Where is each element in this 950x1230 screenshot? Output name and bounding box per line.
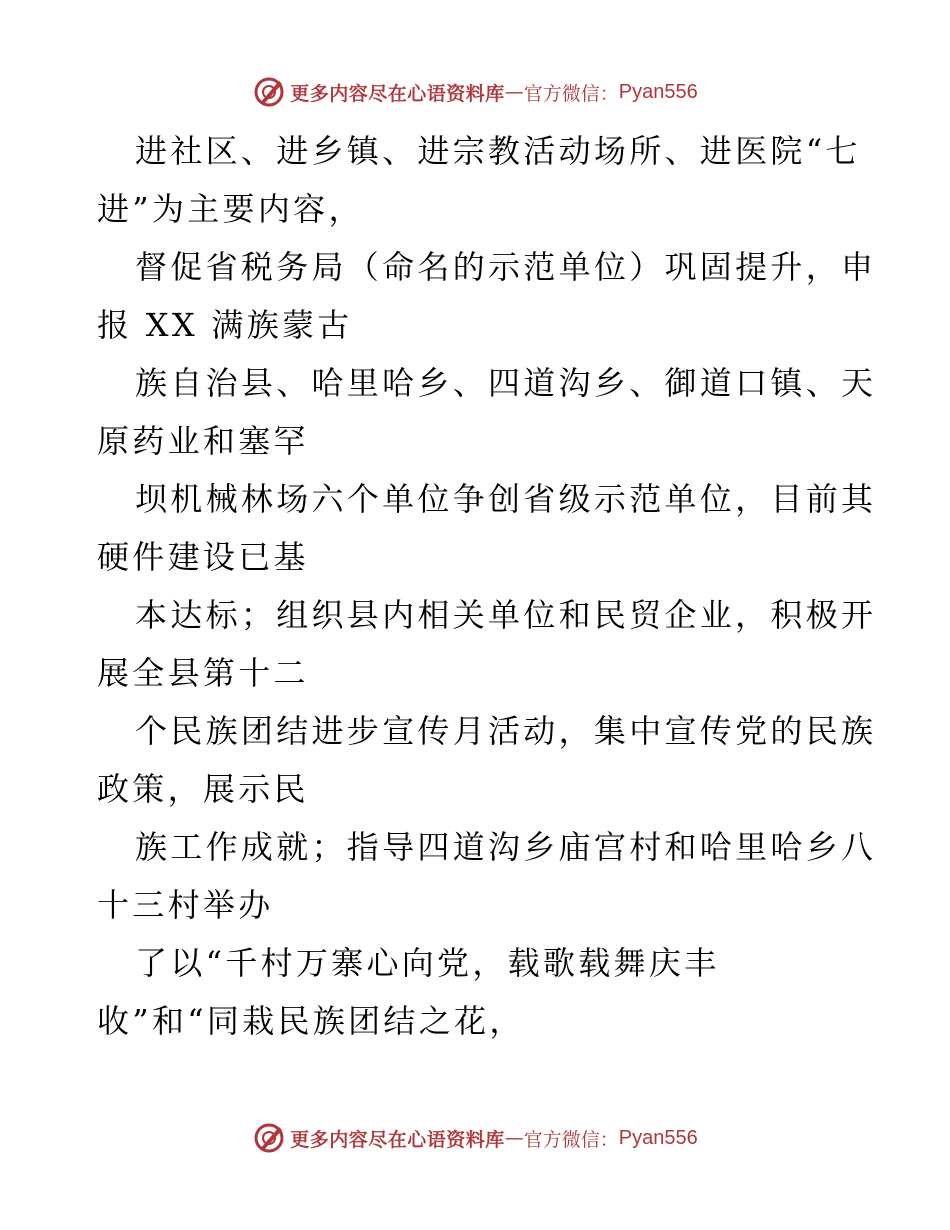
watermark-text: 更多内容尽在心语资料库 bbox=[290, 82, 505, 105]
header-watermark bbox=[0, 72, 950, 112]
quill-logo-icon bbox=[252, 75, 286, 109]
text-line: 坝机械林场六个单位争创省级示范单位，目前其 bbox=[135, 480, 877, 518]
footer-watermark bbox=[0, 1118, 950, 1158]
text-line: 族工作成就；指导四道沟乡庙宫村和哈里哈乡八 bbox=[135, 828, 877, 866]
watermark-dash: — bbox=[504, 81, 524, 103]
text-line: 族自治县、哈里哈乡、四道沟乡、御道口镇、天 bbox=[135, 364, 877, 402]
text-line: 报 XX 满族蒙古 bbox=[97, 306, 353, 344]
text-line: 政策，展示民 bbox=[97, 770, 309, 808]
watermark-text: 更多内容尽在心语资料库 bbox=[290, 1128, 505, 1151]
text-line: 十三村举办 bbox=[97, 886, 274, 924]
watermark-wechat-id: Pyan556 bbox=[618, 1126, 698, 1149]
text-line: 硬件建设已基 bbox=[97, 538, 309, 576]
text-line: 进社区、进乡镇、进宗教活动场所、进医院“七 bbox=[135, 132, 861, 170]
text-line: 督促省税务局（命名的示范单位）巩固提升，申 bbox=[135, 248, 877, 286]
watermark-wechat-label: 官方微信： bbox=[523, 1128, 619, 1151]
watermark-wechat-id: Pyan556 bbox=[618, 80, 698, 103]
text-line: 本达标；组织县内相关单位和民贸企业，积极开 bbox=[135, 596, 877, 634]
quill-logo-icon bbox=[252, 1121, 286, 1155]
text-line: 收”和“同栽民族团结之花， bbox=[97, 1002, 525, 1040]
body-text bbox=[97, 122, 877, 1050]
watermark-dash: — bbox=[504, 1127, 524, 1149]
text-line: 了以“千村万寨心向党，载歌载舞庆丰 bbox=[135, 944, 720, 982]
text-line: 展全县第十二 bbox=[97, 654, 309, 692]
text-line: 个民族团结进步宣传月活动，集中宣传党的民族 bbox=[135, 712, 877, 750]
text-line: 进”为主要内容， bbox=[97, 190, 364, 228]
watermark-wechat-label: 官方微信： bbox=[523, 82, 619, 105]
text-line: 原药业和塞罕 bbox=[97, 422, 309, 460]
